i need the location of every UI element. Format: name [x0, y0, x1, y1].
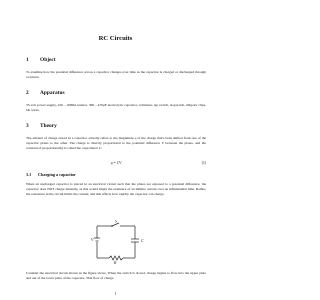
label-c: C [141, 238, 144, 243]
section-number: 3 [26, 123, 29, 129]
section-title: Theory [40, 123, 57, 129]
section-number: 1 [26, 57, 29, 63]
apparatus-paragraph: 35-volt power supply, 220 – 1000Ω resistor, 300 – 470μF electrolytic capacitor, voltmeter, tap switch, stopwatch, alligator clips, lab wires. [26, 103, 206, 113]
page-number: 1 [114, 292, 117, 296]
section-heading-object [26, 57, 56, 63]
charging-paragraph-2: Consider the electrical circuit shown in the figure above. When the switch is closed, charge begins to flow into the upper plate and out of the lower plate of the capacitor. This flow of charge [26, 271, 206, 281]
section-title: Object [40, 57, 56, 63]
equation-number: (1) [201, 161, 206, 165]
section-title: Apparatus [40, 90, 65, 96]
subsection-number: 3.1 [26, 172, 32, 177]
label-v: V [91, 237, 94, 242]
theory-paragraph: The amount of charge stored in a capacitor actually refers to the magnitude q of the charge that's been shifted from one of the capacitor plates to the other. The charge is directly proportional to the potential difference V between the plates, and the constant of proportionality is called the capacitance C: [26, 136, 206, 151]
rc-circuit-diagram [85, 220, 147, 264]
object-paragraph: To examine how the potential difference across a capacitor changes over time as the capacitor is charged or discharged through a resistor. [26, 70, 206, 80]
section-number: 2 [26, 90, 29, 96]
label-r: R [114, 260, 117, 264]
equation-expression: q = CV [110, 161, 122, 165]
charging-paragraph-1: When an uncharged capacitor is placed in an electrical circuit such that the plates are exposed to a potential difference, the capacitor does NOT charge instantly, as this would imply the existence of an infinite current over an infinitesimal time. Rather, the resistance in the circuit limits the current, and this affects how rapidly the capacitor can charge. [26, 182, 206, 197]
switch-pivot [111, 225, 113, 227]
section-heading-apparatus [26, 90, 65, 96]
section-heading-theory [26, 123, 57, 129]
page-title: RC Circuits [98, 35, 133, 42]
subsection-title: Charging a capacitor [38, 172, 76, 177]
subsection-heading-charging [26, 172, 76, 177]
label-s: S [115, 220, 117, 224]
